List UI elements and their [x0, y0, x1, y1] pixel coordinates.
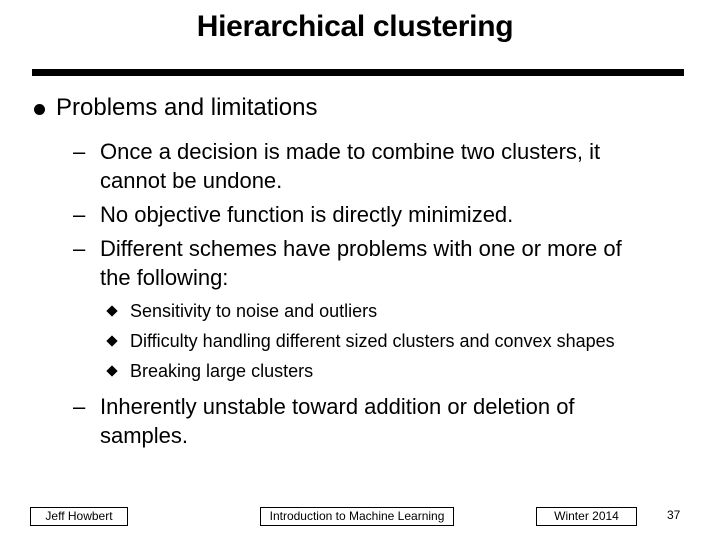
dash-icon: –	[73, 394, 86, 419]
footer-course: Introduction to Machine Learning	[260, 507, 454, 526]
bullet-dot-icon	[34, 104, 45, 115]
sub-item-text-line: Different schemes have problems with one or more of	[100, 236, 622, 261]
sub-item-text-line: No objective function is directly minimized.	[100, 202, 514, 227]
sub-item-text-line: samples.	[100, 423, 189, 448]
main-bullet-text: Problems and limitations	[56, 94, 318, 121]
slide-title: Hierarchical clustering	[196, 10, 514, 43]
sub-item-text-line: Inherently unstable toward addition or deletion of	[100, 394, 575, 419]
dash-icon: –	[73, 236, 86, 261]
title-divider	[32, 69, 684, 76]
dash-icon: –	[73, 139, 86, 164]
sub-sub-item-text: Sensitivity to noise and outliers	[130, 301, 378, 321]
diamond-bullet-icon	[106, 335, 117, 346]
sub-sub-item-text: Breaking large clusters	[130, 361, 314, 381]
sub-item-text-line: the following:	[100, 265, 229, 290]
footer-term: Winter 2014	[536, 507, 637, 526]
diamond-bullet-icon	[106, 365, 117, 376]
sub-item-text-line: cannot be undone.	[100, 168, 283, 193]
sub-item-text-line: Once a decision is made to combine two clusters, it	[100, 139, 601, 164]
diamond-bullet-icon	[106, 305, 117, 316]
page-number: 37	[667, 508, 681, 522]
footer-author: Jeff Howbert	[30, 507, 128, 526]
dash-icon: –	[73, 202, 86, 227]
sub-sub-item-text: Difficulty handling different sized clusters and convex shapes	[130, 331, 615, 351]
